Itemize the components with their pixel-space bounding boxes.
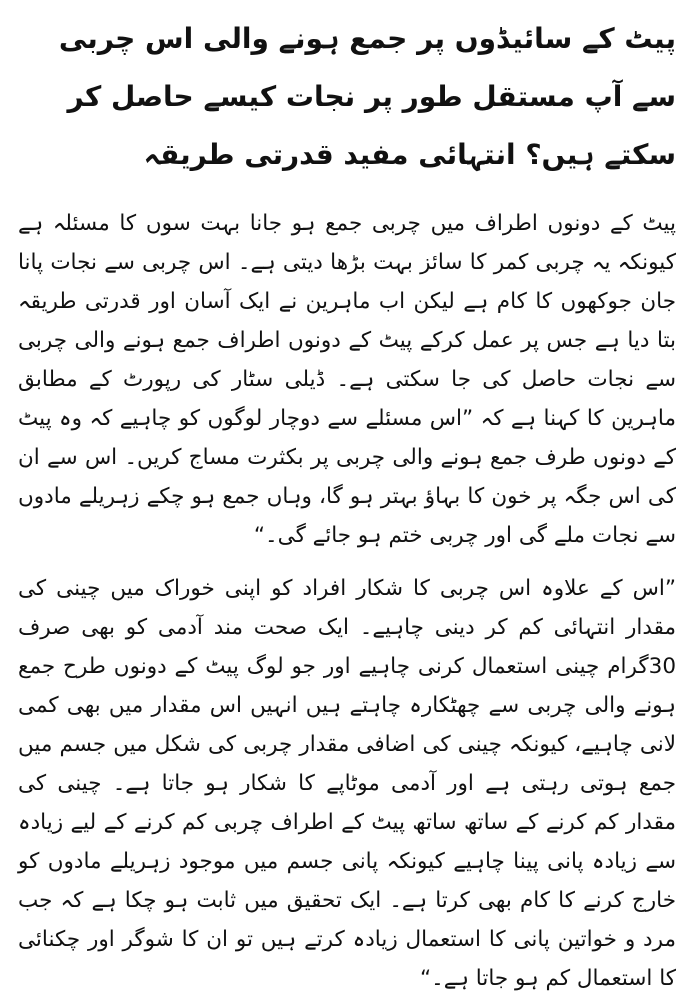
- article-headline: پیٹ کے سائیڈوں پر جمع ہونے والی اس چربی سے آپ مستقل طور پر نجات کیسے حاصل کر سکتے ہیں؟ انتہائی مفید قدرتی طریقہ: [58, 22, 676, 171]
- article-paragraph: پیٹ کے دونوں اطراف میں چربی جمع ہو جانا بہت سوں کا مسئلہ ہے کیونکہ یہ چربی کمر کا سائز بہت بڑھا دیتی ہے۔ اس چربی سے نجات پانا جان جوکھوں کا کام ہے لیکن اب ماہرین نے ایک آسان اور قدرتی طریقہ بتا دیا ہے جس پر عمل کرکے پیٹ کے دونوں اطراف جمع ہونے والی چربی سے نجات حاصل کی جا سکتی ہے۔ ڈیلی سٹار کی رپورٹ کے مطابق ماہرین کا کہنا ہے کہ ”اس مسئلے سے دوچار لوگوں کو چاہیے کہ وہ پیٹ کے دونوں طرف جمع ہونے والی چربی پر بکثرت مساج کریں۔ اس سے ان کی اس جگہ پر خون کا بہاﺅ بہتر ہو گا، وہاں جمع ہو چکے زہریلے مادوں سے نجات ملے گی اور چربی ختم ہو جائے گی۔“: [18, 211, 676, 548]
- article-paragraph: ”اس کے علاوہ اس چربی کا شکار افراد کو اپنی خوراک میں چینی کی مقدار انتہائی کم کر دینی چاہیے۔ ایک صحت مند آدمی کو بھی صرف 30گرام چینی استعمال کرنی چاہیے اور جو لوگ پیٹ کے دونوں طرح جمع ہونے والی چربی سے چھٹکارہ چاہتے ہیں انہیں اس مقدار میں بھی کمی لانی چاہیے، کیونکہ چینی کی اضافی مقدار چربی کی شکل میں جسم میں جمع ہوتی رہتی ہے اور آدمی موٹاپے کا شکار ہو جاتا ہے۔ چینی کی مقدار کم کرنے کے ساتھ ساتھ پیٹ کے اطراف چربی کم کرنے کے لیے زیادہ سے زیادہ پانی پینا چاہیے کیونکہ پانی جسم میں موجود زہریلے مادوں کو خارج کرنے کا کام بھی کرتا ہے۔ ایک تحقیق میں ثابت ہو چکا ہے کہ جب مرد و خواتین پانی کا استعمال زیادہ کرتے ہیں تو ان کا شوگر اور چکنائی کا استعمال کم ہو جاتا ہے۔“: [18, 576, 676, 991]
- paragraph-spacer: [18, 555, 676, 569]
